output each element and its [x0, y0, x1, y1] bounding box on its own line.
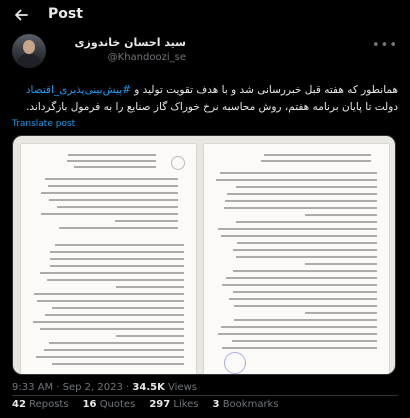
- document-text-line: [221, 326, 377, 328]
- document-text-line: [45, 178, 178, 180]
- document-text-line: [218, 228, 377, 230]
- document-text-line: [305, 263, 377, 265]
- document-text-line: [52, 363, 184, 365]
- document-text-line: [45, 314, 184, 316]
- document-text-line: [48, 185, 178, 187]
- document-text-line: [40, 272, 184, 274]
- views-count: 34.5K: [132, 382, 165, 393]
- document-text-line: [227, 193, 377, 195]
- document-text-line: [218, 333, 377, 335]
- views-label: Views: [168, 382, 197, 393]
- document-text-line: [50, 265, 184, 267]
- document-text-line: [221, 235, 377, 237]
- document-text-line: [233, 249, 377, 251]
- document-text-line: [49, 199, 178, 201]
- document-text-line: [233, 270, 377, 272]
- bookmarks-stat[interactable]: 3 Bookmarks: [212, 399, 279, 410]
- document-text-line: [233, 291, 377, 293]
- document-text-line: [37, 300, 184, 302]
- document-text-line: [67, 160, 156, 162]
- translate-post-link[interactable]: Translate post: [12, 119, 76, 129]
- document-text-line: [116, 286, 184, 288]
- document-text-line: [236, 221, 377, 223]
- more-icon[interactable]: •••: [371, 38, 398, 53]
- page-title: Post: [48, 6, 83, 22]
- document-text-line: [116, 335, 184, 337]
- document-stamp: [171, 156, 185, 170]
- document-text-line: [264, 154, 371, 156]
- document-text-line: [59, 227, 178, 229]
- document-text-line: [234, 305, 377, 307]
- document-text-line: [55, 244, 184, 246]
- reposts-stat[interactable]: 42 Reposts: [12, 399, 69, 410]
- document-text-line: [52, 307, 184, 309]
- arrow-left-icon[interactable]: [12, 6, 30, 24]
- document-page-right: [204, 144, 389, 375]
- author-handle[interactable]: @Khandoozi_se: [107, 52, 186, 63]
- document-text-line: [57, 206, 178, 208]
- engagement-stats: [12, 399, 279, 410]
- document-text-line: [68, 154, 156, 156]
- author-names[interactable]: [74, 36, 186, 63]
- tweet-text: [12, 82, 398, 116]
- document-text-line: [34, 293, 184, 295]
- document-text-line: [225, 200, 377, 202]
- divider: [12, 395, 398, 396]
- document-text-line: [36, 356, 184, 358]
- document-text-line: [261, 160, 371, 162]
- document-text-line: [224, 207, 377, 209]
- document-text-line: [236, 256, 377, 258]
- document-text-line: [50, 251, 184, 253]
- document-text-line: [237, 242, 377, 244]
- document-text-line: [40, 328, 184, 330]
- document-text-line: [234, 319, 377, 321]
- attached-document-image[interactable]: [12, 135, 396, 375]
- likes-stat[interactable]: 297 Likes: [149, 399, 199, 410]
- document-text-line: [229, 298, 377, 300]
- post-time: 9:33 AM: [12, 382, 54, 393]
- document-text-line: [41, 213, 178, 215]
- post-timestamp: 9:33 AM · Sep 2, 2023 · 34.5K Views: [12, 382, 197, 393]
- document-text-line: [50, 258, 184, 260]
- post-date: Sep 2, 2023: [62, 382, 123, 393]
- document-text-line: [222, 347, 377, 349]
- document-text-line: [305, 214, 377, 216]
- document-text-line: [226, 277, 377, 279]
- document-text-line: [216, 179, 377, 181]
- document-text-line: [305, 312, 377, 314]
- document-text-line: [232, 340, 377, 342]
- avatar[interactable]: [12, 34, 46, 68]
- document-text-line: [44, 349, 184, 351]
- document-text-line: [47, 279, 184, 281]
- document-text-line: [33, 321, 184, 323]
- top-bar: [0, 0, 410, 30]
- author-display-name[interactable]: سید احسان خاندوزی: [74, 36, 186, 49]
- hashtag-link[interactable]: #پیش‌بینی‌پذیری_اقتصاد: [25, 84, 131, 96]
- document-text-line: [49, 342, 184, 344]
- tweet-text-part: دولت تا پایان برنامه هفتم، روش محاسبه نرخ خوراک گاز صنایع را به فرمول بازگرداند.: [26, 101, 398, 113]
- document-stamp: [224, 352, 246, 374]
- document-text-line: [236, 186, 377, 188]
- document-text-line: [74, 166, 156, 168]
- document-text-line: [115, 220, 178, 222]
- quotes-stat[interactable]: 16 Quotes: [82, 399, 136, 410]
- tweet-text-part: همانطور که هفته قبل خبررسانی شد و با هدف تقویت تولید و: [130, 84, 398, 96]
- document-text-line: [220, 172, 377, 174]
- document-page-left: [21, 144, 196, 375]
- document-text-line: [222, 284, 377, 286]
- document-text-line: [41, 192, 178, 194]
